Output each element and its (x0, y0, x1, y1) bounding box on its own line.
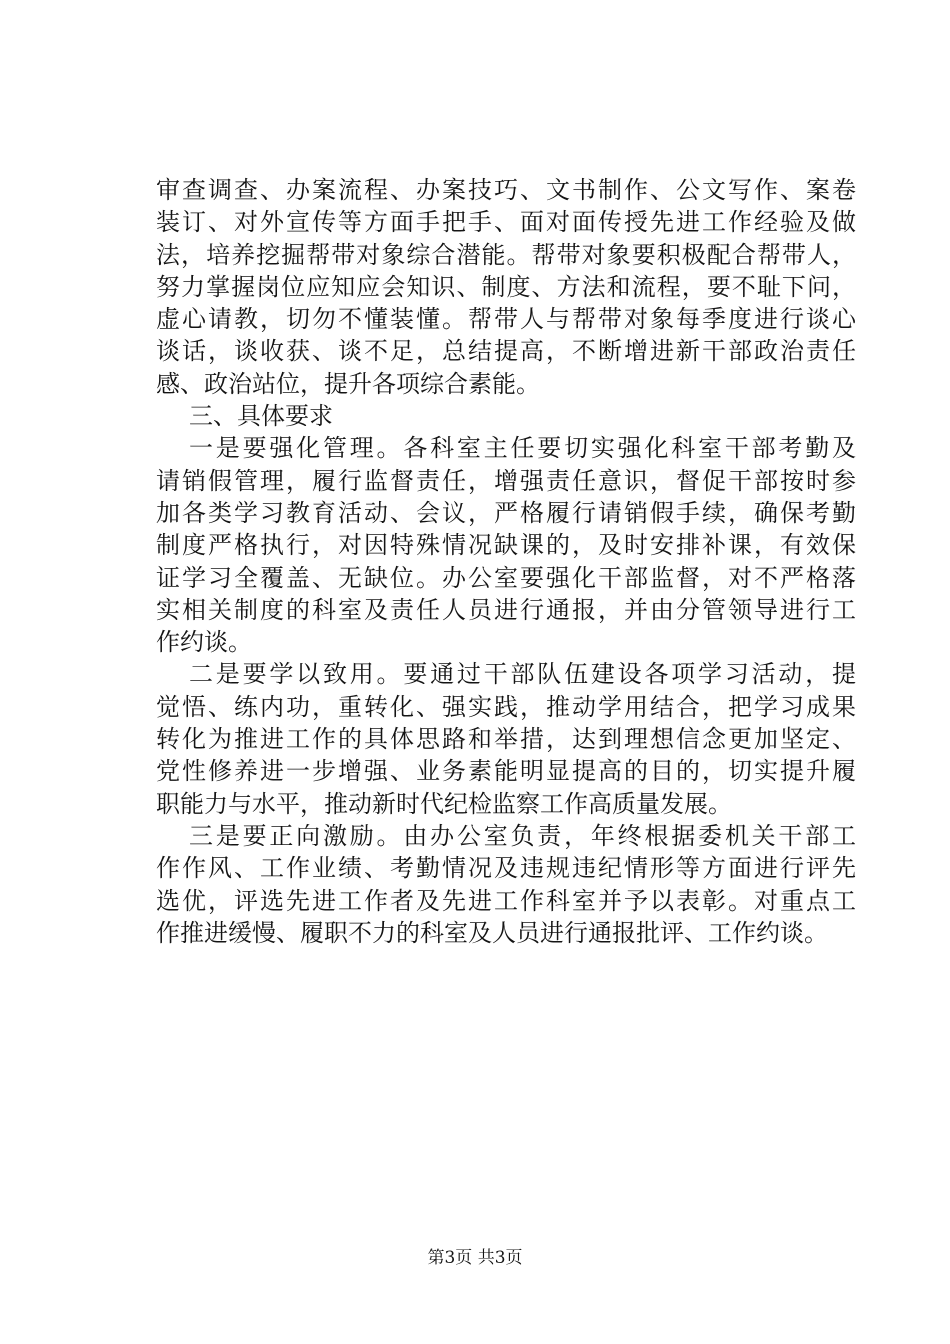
text-line: 三是要正向激励。由办公室负责，年终根据委机关干部工 (189, 821, 856, 850)
text-line: 法，培养挖掘帮带对象综合潜能。帮带对象要积极配合帮带人， (156, 240, 856, 269)
text-line: 审查调查、办案流程、办案技巧、文书制作、公文写作、案卷 (156, 176, 856, 204)
text-line: 作作风、工作业绩、考勤情况及违规违纪情形等方面进行评先 (156, 854, 856, 883)
text-line: 觉悟、练内功，重转化、强实践，推动学用结合，把学习成果 (156, 692, 856, 721)
text-line: 感、政治站位，提升各项综合素能。 (156, 369, 540, 398)
document-body (156, 174, 856, 949)
text-line: 制度严格执行，对因特殊情况缺课的，及时安排补课，有效保 (156, 531, 856, 560)
text-line: 党性修养进一步增强、业务素能明显提高的目的，切实提升履 (156, 757, 856, 786)
text-line: 一是要强化管理。各科室主任要切实强化科室干部考勤及 (189, 434, 856, 463)
text-line: 努力掌握岗位应知应会知识、制度、方法和流程，要不耻下问， (156, 272, 856, 301)
text-line: 证学习全覆盖、无缺位。办公室要强化干部监督，对不严格落 (156, 563, 856, 592)
section-heading: 三、具体要求 (189, 402, 333, 431)
page-number-label: 第3页 共3页 (427, 1248, 523, 1268)
text-line: 装订、对外宣传等方面手把手、面对面传授先进工作经验及做 (156, 208, 856, 237)
text-line: 作约谈。 (156, 628, 252, 657)
text-line: 实相关制度的科室及责任人员进行通报，并由分管领导进行工 (156, 595, 856, 624)
text-line: 请销假管理，履行监督责任，增强责任意识，督促干部按时参 (156, 466, 856, 495)
text-line: 转化为推进工作的具体思路和举措，达到理想信念更加坚定、 (156, 725, 856, 754)
text-line: 二是要学以致用。要通过干部队伍建设各项学习活动，提 (189, 660, 856, 689)
text-line: 虚心请教，切勿不懂装懂。帮带人与帮带对象每季度进行谈心 (156, 305, 856, 334)
page-footer (0, 1243, 950, 1268)
text-line: 加各类学习教育活动、会议，严格履行请销假手续，确保考勤 (156, 498, 856, 527)
text-line: 作推进缓慢、履职不力的科室及人员进行通报批评、工作约谈。 (156, 918, 828, 947)
text-line: 职能力与水平，推动新时代纪检监察工作高质量发展。 (156, 789, 732, 818)
text-line: 谈话，谈收获、谈不足，总结提高，不断增进新干部政治责任 (156, 337, 856, 366)
text-line: 选优，评选先进工作者及先进工作科室并予以表彰。对重点工 (156, 886, 856, 915)
